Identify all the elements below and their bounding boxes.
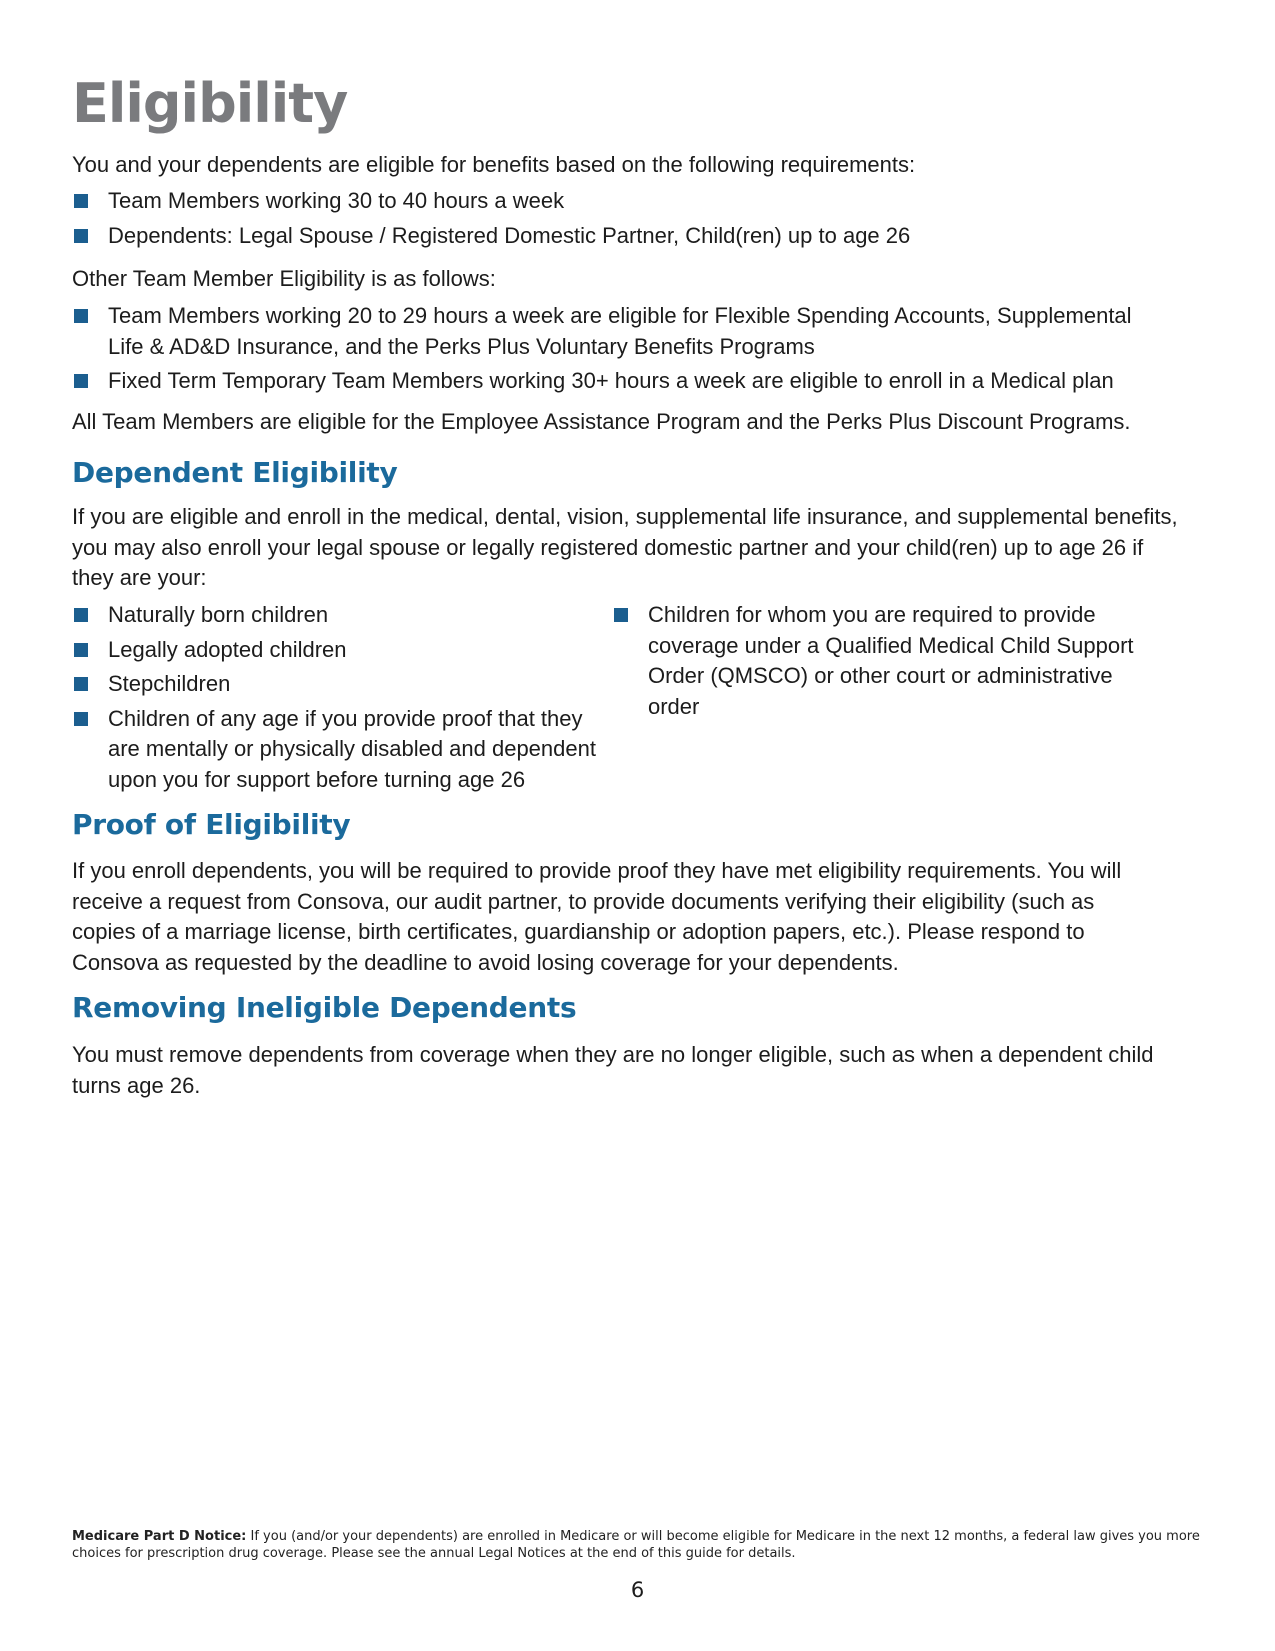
square-bullet-icon [74, 194, 88, 208]
dependent-eligibility-text: If you are eligible and enroll in the medical, dental, vision, supplemental life insurance, and supplemental benefits, you may also enroll your legal spouse or legally registered domestic partner and your child(ren) up to age 26 if they are your: [72, 504, 1178, 590]
medicare-notice-label: Medicare Part D Notice: [72, 1529, 247, 1544]
list-item: Stepchildren [72, 669, 612, 700]
square-bullet-icon [74, 712, 88, 726]
list-item: Fixed Term Temporary Team Members working 30+ hours a week are eligible to enroll in a Medical plan [72, 366, 1152, 397]
intro-text: You and your dependents are eligible for benefits based on the following requirements: [72, 152, 916, 177]
page-number: 6 [630, 1578, 645, 1602]
requirements-list [72, 186, 1172, 251]
list-item: Legally adopted children [72, 635, 612, 666]
medicare-notice [72, 1528, 1212, 1562]
list-item: Team Members working 20 to 29 hours a week are eligible for Flexible Spending Accounts, Supplemental Life & AD&D Insurance, and the Perks Plus Voluntary Benefits Programs [72, 301, 1152, 362]
dependent-list-right [612, 600, 1152, 722]
proof-text: If you enroll dependents, you will be required to provide proof they have met eligibility requirements. You will receive a request from Consova, our audit partner, to provide documents verifying their eligibility (such as copies of a marriage license, birth certificates, guardianship or adoption papers, etc.). Please respond to Consova as requested by the deadline to avoid losing coverage for your dependents. [72, 858, 1122, 975]
other-intro-text: Other Team Member Eligibility is as follows: [72, 266, 496, 291]
list-item: Dependents: Legal Spouse / Registered Domestic Partner, Child(ren) up to age 26 [72, 221, 1172, 252]
removing-text: You must remove dependents from coverage when they are no longer eligible, such as when a dependent child turns age 26. [72, 1042, 1154, 1098]
removing-heading: Removing Ineligible Dependents [72, 991, 577, 1024]
square-bullet-icon [74, 677, 88, 691]
list-item: Children for whom you are required to provide coverage under a Qualified Medical Child Support Order (QMSCO) or other court or administrative order [612, 600, 1152, 722]
square-bullet-icon [74, 229, 88, 243]
list-item: Children of any age if you provide proof that they are mentally or physically disabled and dependent upon you for support before turning age 26 [72, 704, 612, 796]
list-item: Naturally born children [72, 600, 612, 631]
medicare-notice-text: If you (and/or your dependents) are enrolled in Medicare or will become eligible for Medicare in the next 12 months, a federal law gives you more choices for prescription drug coverage. Please see the annual Legal Notices at the end of this guide for details. [72, 1529, 1200, 1561]
other-eligibility-list [72, 301, 1152, 397]
square-bullet-icon [74, 374, 88, 388]
square-bullet-icon [614, 608, 628, 622]
list-item: Team Members working 30 to 40 hours a week [72, 186, 1172, 217]
proof-heading: Proof of Eligibility [72, 808, 351, 841]
dependent-list-left [72, 600, 612, 795]
square-bullet-icon [74, 309, 88, 323]
all-members-text: All Team Members are eligible for the Employee Assistance Program and the Perks Plus Discount Programs. [72, 409, 1131, 434]
page-title: Eligibility [72, 72, 348, 135]
dependent-eligibility-heading: Dependent Eligibility [72, 456, 398, 489]
square-bullet-icon [74, 608, 88, 622]
square-bullet-icon [74, 643, 88, 657]
